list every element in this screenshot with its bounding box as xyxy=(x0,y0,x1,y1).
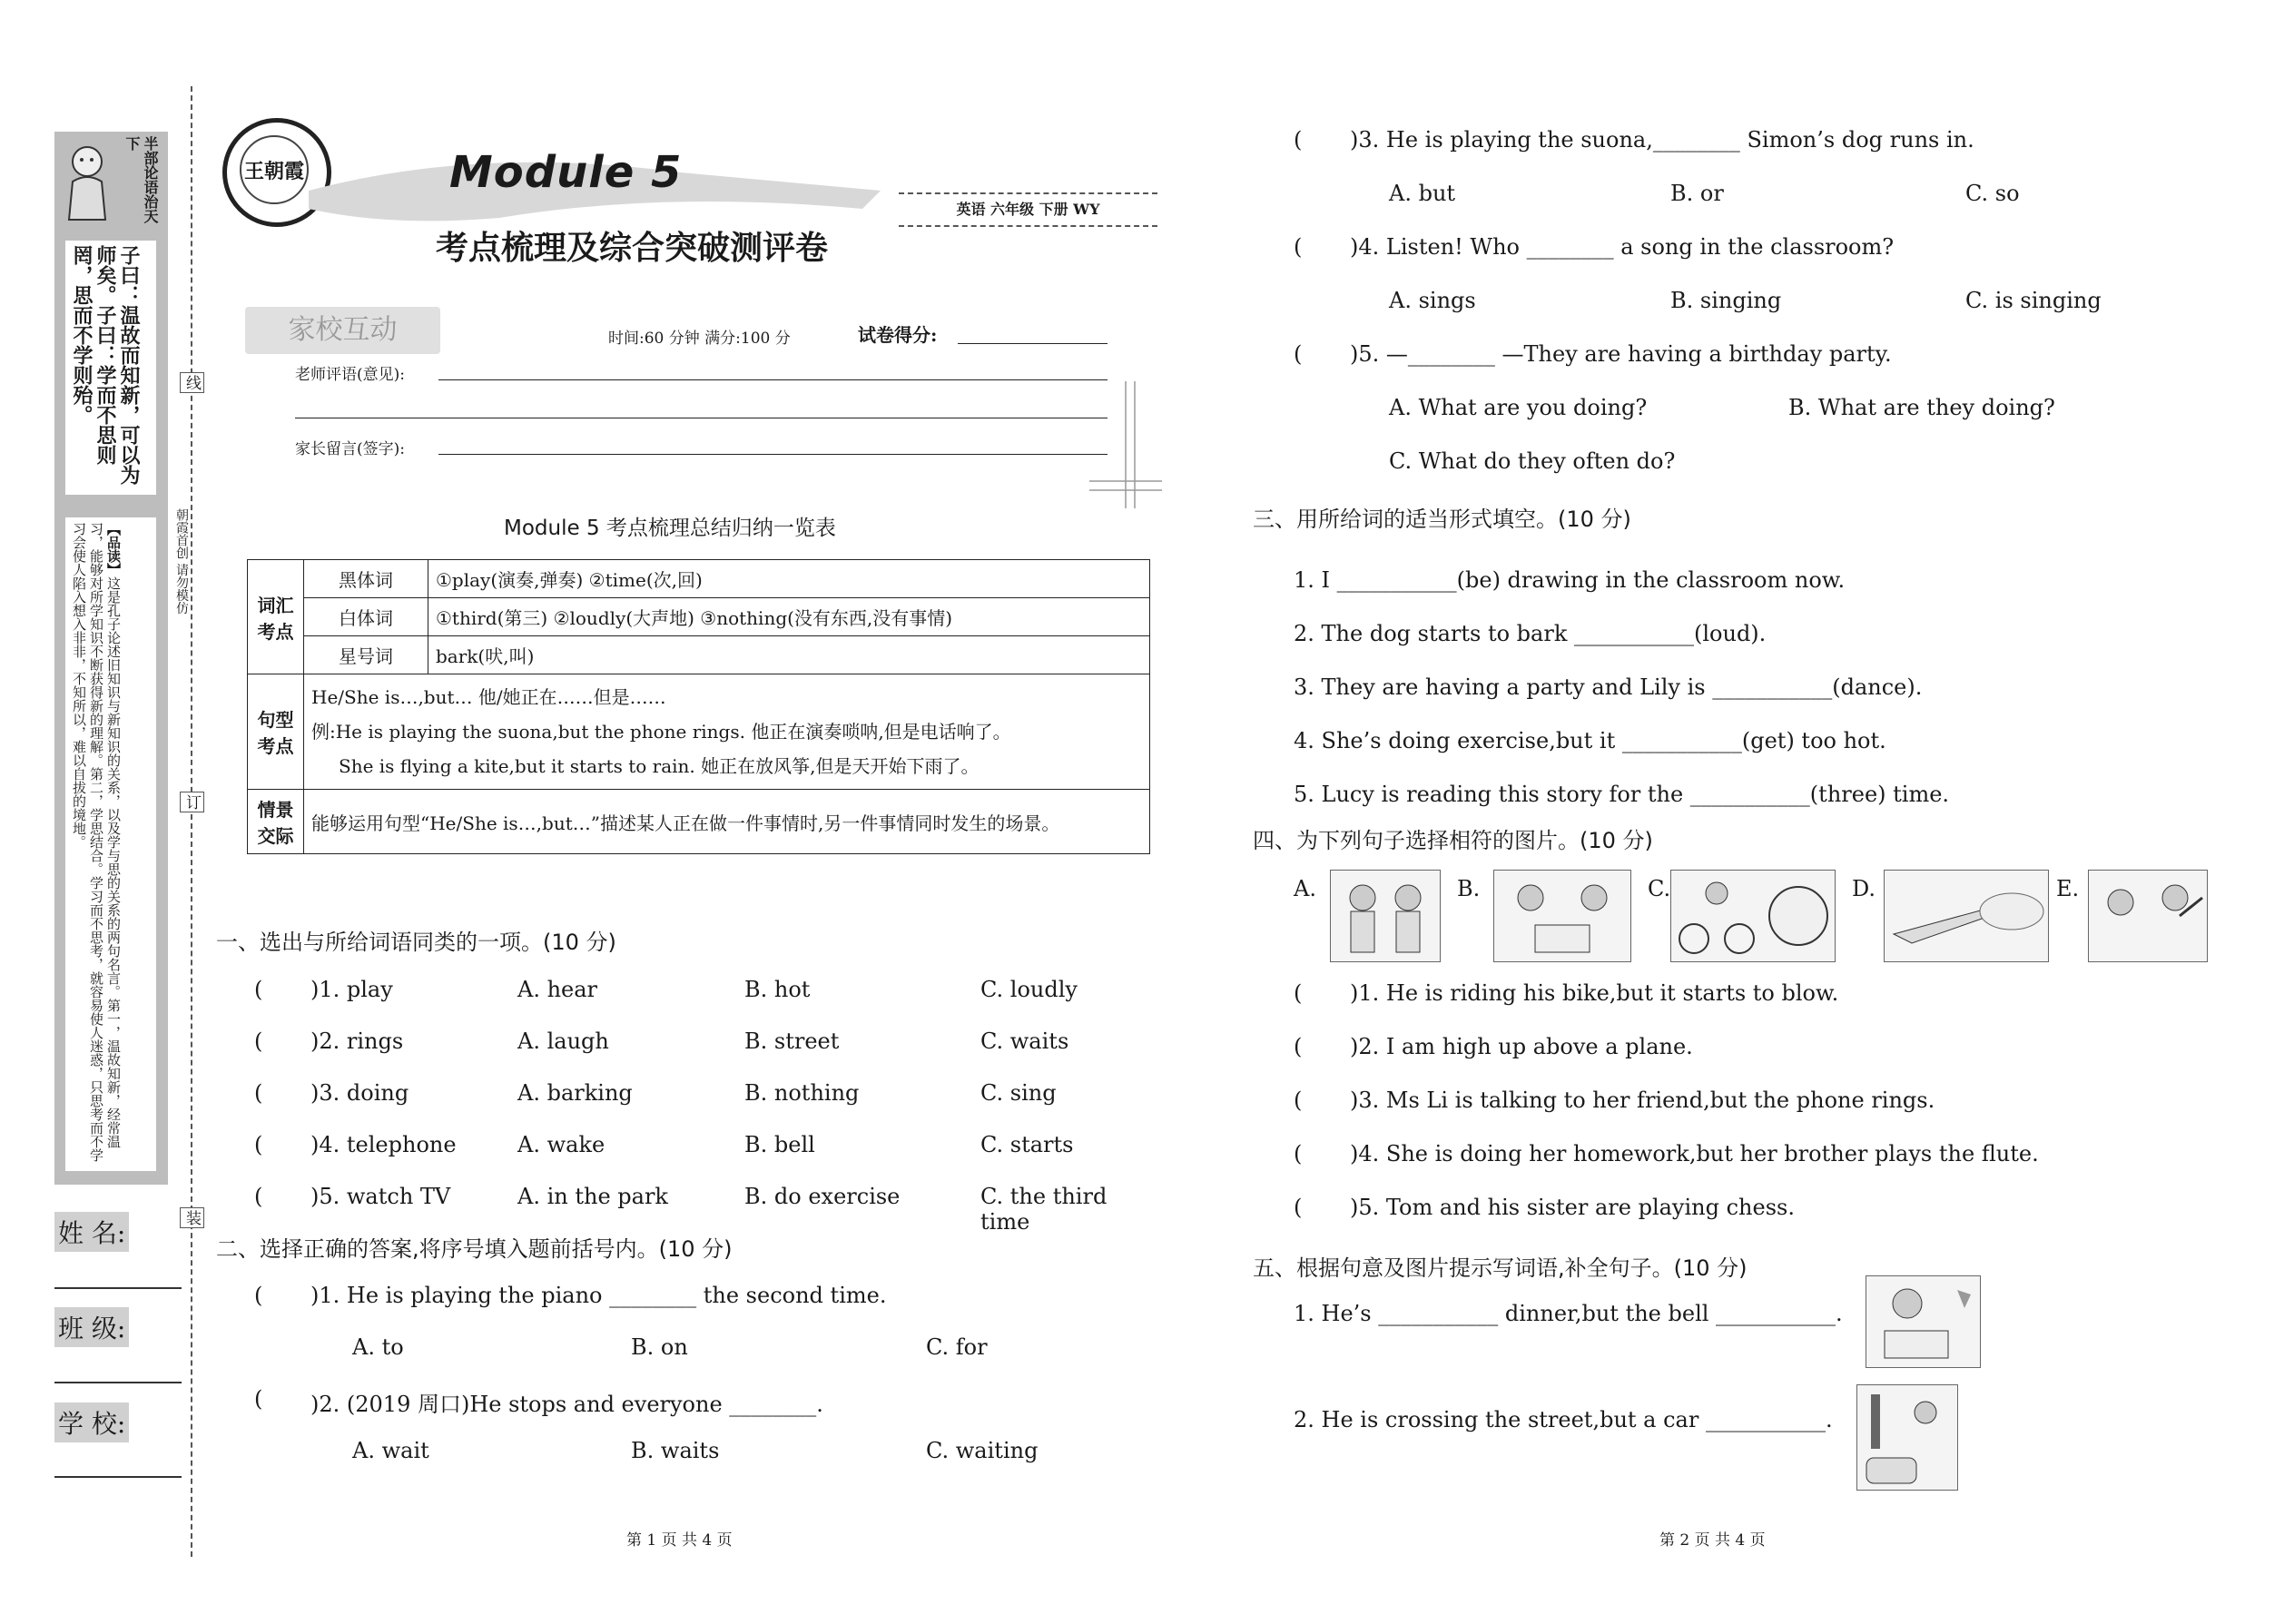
question-stem: )5. Tom and his sister are playing chess. xyxy=(1350,1195,1795,1220)
picture-dinner xyxy=(1866,1275,1981,1368)
option-c[interactable]: C. loudly xyxy=(980,977,1078,1002)
pic-label-a: A. xyxy=(1294,876,1316,901)
section4-title: 四、为下列句子选择相符的图片。(10 分) xyxy=(1253,828,1653,853)
teacher-comment-field[interactable] xyxy=(438,379,1108,380)
pic-label-e: E. xyxy=(2056,876,2080,901)
class-field[interactable] xyxy=(54,1382,182,1383)
question-row[interactable]: ( xyxy=(254,1283,263,1308)
fill-item[interactable]: 2. He is crossing the street,but a car ___________. xyxy=(1294,1407,1833,1432)
section1-title: 一、选出与所给词语同类的一项。(10 分) xyxy=(216,930,616,955)
question-row[interactable]: ( xyxy=(1294,1088,1303,1113)
corner-lines xyxy=(1089,381,1162,508)
option-b[interactable]: B. street xyxy=(744,1029,840,1054)
picture-b xyxy=(1493,870,1631,962)
summary-title: Module 5 考点梳理总结归纳一览表 xyxy=(504,517,836,540)
section4-list xyxy=(1294,980,2256,1253)
question-row[interactable]: ( )1. play A. hear B. hot C. loudly xyxy=(254,977,1078,1002)
parent-comment-field[interactable] xyxy=(438,454,1108,455)
option-c[interactable]: C. waiting xyxy=(926,1438,1039,1463)
pic-label-b: B. xyxy=(1457,876,1481,901)
question-stem: )2. I am high up above a plane. xyxy=(1350,1034,1693,1059)
cut-mark-bind: 装 xyxy=(180,1207,204,1228)
exam-subtitle: 考点梳理及综合突破测评卷 xyxy=(436,229,829,267)
question-row[interactable]: ( xyxy=(1294,127,1303,153)
quote-header: 半部论语治天下 xyxy=(123,136,159,223)
question-row[interactable]: ( xyxy=(1294,1034,1303,1059)
section2-list-page2 xyxy=(1294,127,2256,490)
picture-a xyxy=(1330,870,1441,962)
page-number-2: 第 2 页 共 4 页 xyxy=(1659,1531,1766,1550)
question-stem: )5. watch TV xyxy=(310,1184,451,1209)
option-a[interactable]: A. to xyxy=(352,1334,404,1360)
option-c[interactable]: C. sing xyxy=(980,1080,1057,1106)
option-a[interactable]: A. wake xyxy=(517,1132,605,1157)
school-label: 学 校: xyxy=(54,1403,129,1442)
fill-item[interactable]: 2. The dog starts to bark ___________(loud). xyxy=(1294,621,1767,646)
option-c[interactable]: C. so xyxy=(1965,181,2020,206)
picture-e xyxy=(2088,870,2208,962)
section3-list xyxy=(1294,554,1949,822)
name-label: 姓 名: xyxy=(54,1212,129,1252)
row-content: ①third(第三) ②loudly(大声地) ③nothing(没有东西,没有事情) xyxy=(428,598,1150,636)
picture-d xyxy=(1884,870,2049,962)
question-row[interactable]: ( xyxy=(1294,1141,1303,1166)
option-c[interactable]: C. starts xyxy=(980,1132,1074,1157)
option-c[interactable]: C. waits xyxy=(980,1029,1069,1054)
row-label: 黑体词 xyxy=(304,560,428,598)
question-row[interactable]: ( )5. watch TV A. in the park B. do exercise C. the third time xyxy=(254,1184,1162,1235)
option-b[interactable]: B. on xyxy=(631,1334,688,1360)
question-row[interactable]: ( xyxy=(1294,980,1303,1006)
fill-item[interactable]: 3. They are having a party and Lily is ___________(dance). xyxy=(1294,674,1923,700)
school-field[interactable] xyxy=(54,1476,182,1478)
section3-title: 三、用所给词的适当形式填空。(10 分) xyxy=(1253,507,1631,532)
row-content: bark(吠,叫) xyxy=(428,636,1150,674)
time-info: 时间:60 分钟 满分:100 分 xyxy=(608,330,791,348)
quote-text: 子曰：温故而知新，可以为师矣。子曰：学而不思则罔，思而不学则殆。 xyxy=(70,245,141,485)
question-stem: )3. Ms Li is talking to her friend,but the phone rings. xyxy=(1350,1088,1935,1113)
sentence-line: He/She is…,but… 他/她正在……但是…… xyxy=(311,686,666,708)
question-stem: )4. Listen! Who ________ a song in the classroom? xyxy=(1350,234,1895,260)
sentence-label: 句型考点 xyxy=(248,674,304,790)
option-a[interactable]: A. but xyxy=(1389,181,1456,206)
cut-line xyxy=(191,86,192,1557)
name-field[interactable] xyxy=(54,1287,182,1289)
question-stem: )2. (2019 周口)He stops and everyone ________. xyxy=(310,1392,823,1417)
module-title: Module 5 xyxy=(449,147,683,198)
option-b[interactable]: B. or xyxy=(1670,181,1724,206)
question-row[interactable]: ( xyxy=(1294,1195,1303,1220)
table-row xyxy=(248,636,1150,674)
question-stem: )3. He is playing the suona,________ Simon’s dog runs in. xyxy=(1350,127,1974,153)
fill-item[interactable]: 1. He’s ___________ dinner,but the bell ___________. xyxy=(1294,1301,1843,1326)
option-a[interactable]: A. in the park xyxy=(517,1184,668,1209)
meta-box xyxy=(899,192,1157,227)
option-a[interactable]: A. sings xyxy=(1389,288,1476,313)
option-b[interactable]: B. singing xyxy=(1670,288,1782,313)
question-stem: )4. telephone xyxy=(310,1132,457,1157)
section5-title: 五、根据句意及图片提示写词语,补全句子。(10 分) xyxy=(1253,1255,1748,1281)
option-b[interactable]: B. bell xyxy=(744,1132,815,1157)
sentence-line: 例:He is playing the suona,but the phone rings. 他正在演奏唢呐,但是电话响了。 xyxy=(311,721,1011,743)
confucius-illustration xyxy=(62,136,112,222)
option-c[interactable]: C. the third time xyxy=(980,1184,1108,1235)
question-row[interactable]: ( xyxy=(1294,341,1303,367)
parent-comment-label: 家长留言(签字): xyxy=(295,440,405,458)
score-field[interactable] xyxy=(958,343,1108,344)
option-a[interactable]: A. What are you doing? xyxy=(1389,395,1648,420)
fill-item[interactable]: 5. Lucy is reading this story for the ___________(three) time. xyxy=(1294,782,1950,807)
summary-table xyxy=(247,559,1150,854)
question-row[interactable]: ( )4. telephone A. wake B. bell C. starts xyxy=(254,1132,1074,1157)
option-c[interactable]: C. for xyxy=(926,1334,988,1360)
table-row xyxy=(248,560,1150,598)
question-row[interactable]: ( )2. rings A. laugh B. street C. waits xyxy=(254,1029,1069,1054)
option-b[interactable]: B. waits xyxy=(631,1438,720,1463)
option-a[interactable]: A. laugh xyxy=(517,1029,609,1054)
question-stem: )1. play xyxy=(310,977,393,1002)
pic-label-d: D. xyxy=(1852,876,1876,901)
row-label: 星号词 xyxy=(304,636,428,674)
situation-label: 情景交际 xyxy=(248,790,304,854)
question-row[interactable]: ( xyxy=(1294,234,1303,260)
home-school-badge: 家校互动 xyxy=(245,307,440,354)
copyright-note: 朝霞首创 请勿模仿 xyxy=(174,508,189,615)
class-label: 班 级: xyxy=(54,1307,129,1347)
option-a[interactable]: A. wait xyxy=(352,1438,429,1463)
option-b[interactable]: B. do exercise xyxy=(744,1184,901,1209)
option-a[interactable]: A. hear xyxy=(517,977,598,1002)
reading-text: 这是孔子论述旧知识与新知识的关系，以及学与思的关系的两句名言。第一，温故知新，经常温习，能够对所学知识不断获得新的理解。第二，学思结合。学习而不思考，就容易使人迷惑，只思考而不学习会使人陷入想入非非，不知所以，难以自拔的境地。 xyxy=(71,522,122,1162)
question-row[interactable]: ( xyxy=(254,1386,263,1412)
pic-label-c: C. xyxy=(1648,876,1671,901)
table-row xyxy=(248,674,1150,790)
reading-box xyxy=(65,517,156,1171)
fill-item[interactable]: 4. She’s doing exercise,but it ___________(get) too hot. xyxy=(1294,728,1886,753)
table-row xyxy=(248,790,1150,854)
question-stem: )3. doing xyxy=(310,1080,409,1106)
quote-box xyxy=(65,241,156,495)
row-label: 白体词 xyxy=(304,598,428,636)
sentence-line: She is flying a kite,but it starts to rain. 她正在放风筝,但是天开始下雨了。 xyxy=(339,755,980,777)
question-stem: )5. —________ —They are having a birthday party. xyxy=(1350,341,1892,367)
meta-text: 英语 六年级 下册 WY xyxy=(956,201,1100,218)
question-stem: )1. He is riding his bike,but it starts to blow. xyxy=(1350,980,1839,1006)
section1-list xyxy=(254,977,1162,1235)
option-c[interactable]: C. is singing xyxy=(1965,288,2102,313)
fill-item[interactable]: 1. I ___________(be) drawing in the classroom now. xyxy=(1294,567,1846,593)
row-content: ①play(演奏,弹奏) ②time(次,回) xyxy=(428,560,1150,598)
picture-street xyxy=(1856,1384,1958,1491)
section2-list-page1 xyxy=(254,1283,1162,1510)
option-b[interactable]: B. What are they doing? xyxy=(1788,395,2055,420)
page-number-1: 第 1 页 共 4 页 xyxy=(626,1531,733,1550)
cut-mark-line: 线 xyxy=(180,372,204,393)
situation-text: 能够运用句型“He/She is…,but…”描述某人正在做一件事情时,另一件事情同时发生的场景。 xyxy=(304,790,1150,854)
option-c[interactable]: C. What do they often do? xyxy=(1389,448,1676,474)
cut-mark-order: 订 xyxy=(180,792,204,812)
question-stem: )1. He is playing the piano ________ the second time. xyxy=(310,1283,887,1308)
option-b[interactable]: B. nothing xyxy=(744,1080,860,1106)
option-b[interactable]: B. hot xyxy=(744,977,811,1002)
table-row xyxy=(248,598,1150,636)
question-stem: )4. She is doing her homework,but her brother plays the flute. xyxy=(1350,1141,2039,1166)
reading-label: 【品读】 xyxy=(105,522,122,576)
brand-name: 王朝霞 xyxy=(240,135,309,204)
picture-c xyxy=(1670,870,1836,962)
teacher-comment-label: 老师评语(意见): xyxy=(295,366,405,384)
question-row[interactable]: ( )3. doing A. barking B. nothing C. sing xyxy=(254,1080,1057,1106)
section2-title: 二、选择正确的答案,将序号填入题前括号内。(10 分) xyxy=(216,1236,733,1262)
option-a[interactable]: A. barking xyxy=(517,1080,633,1106)
score-label: 试卷得分: xyxy=(858,324,938,346)
vocab-label: 词汇考点 xyxy=(248,560,304,674)
question-stem: )2. rings xyxy=(310,1029,404,1054)
